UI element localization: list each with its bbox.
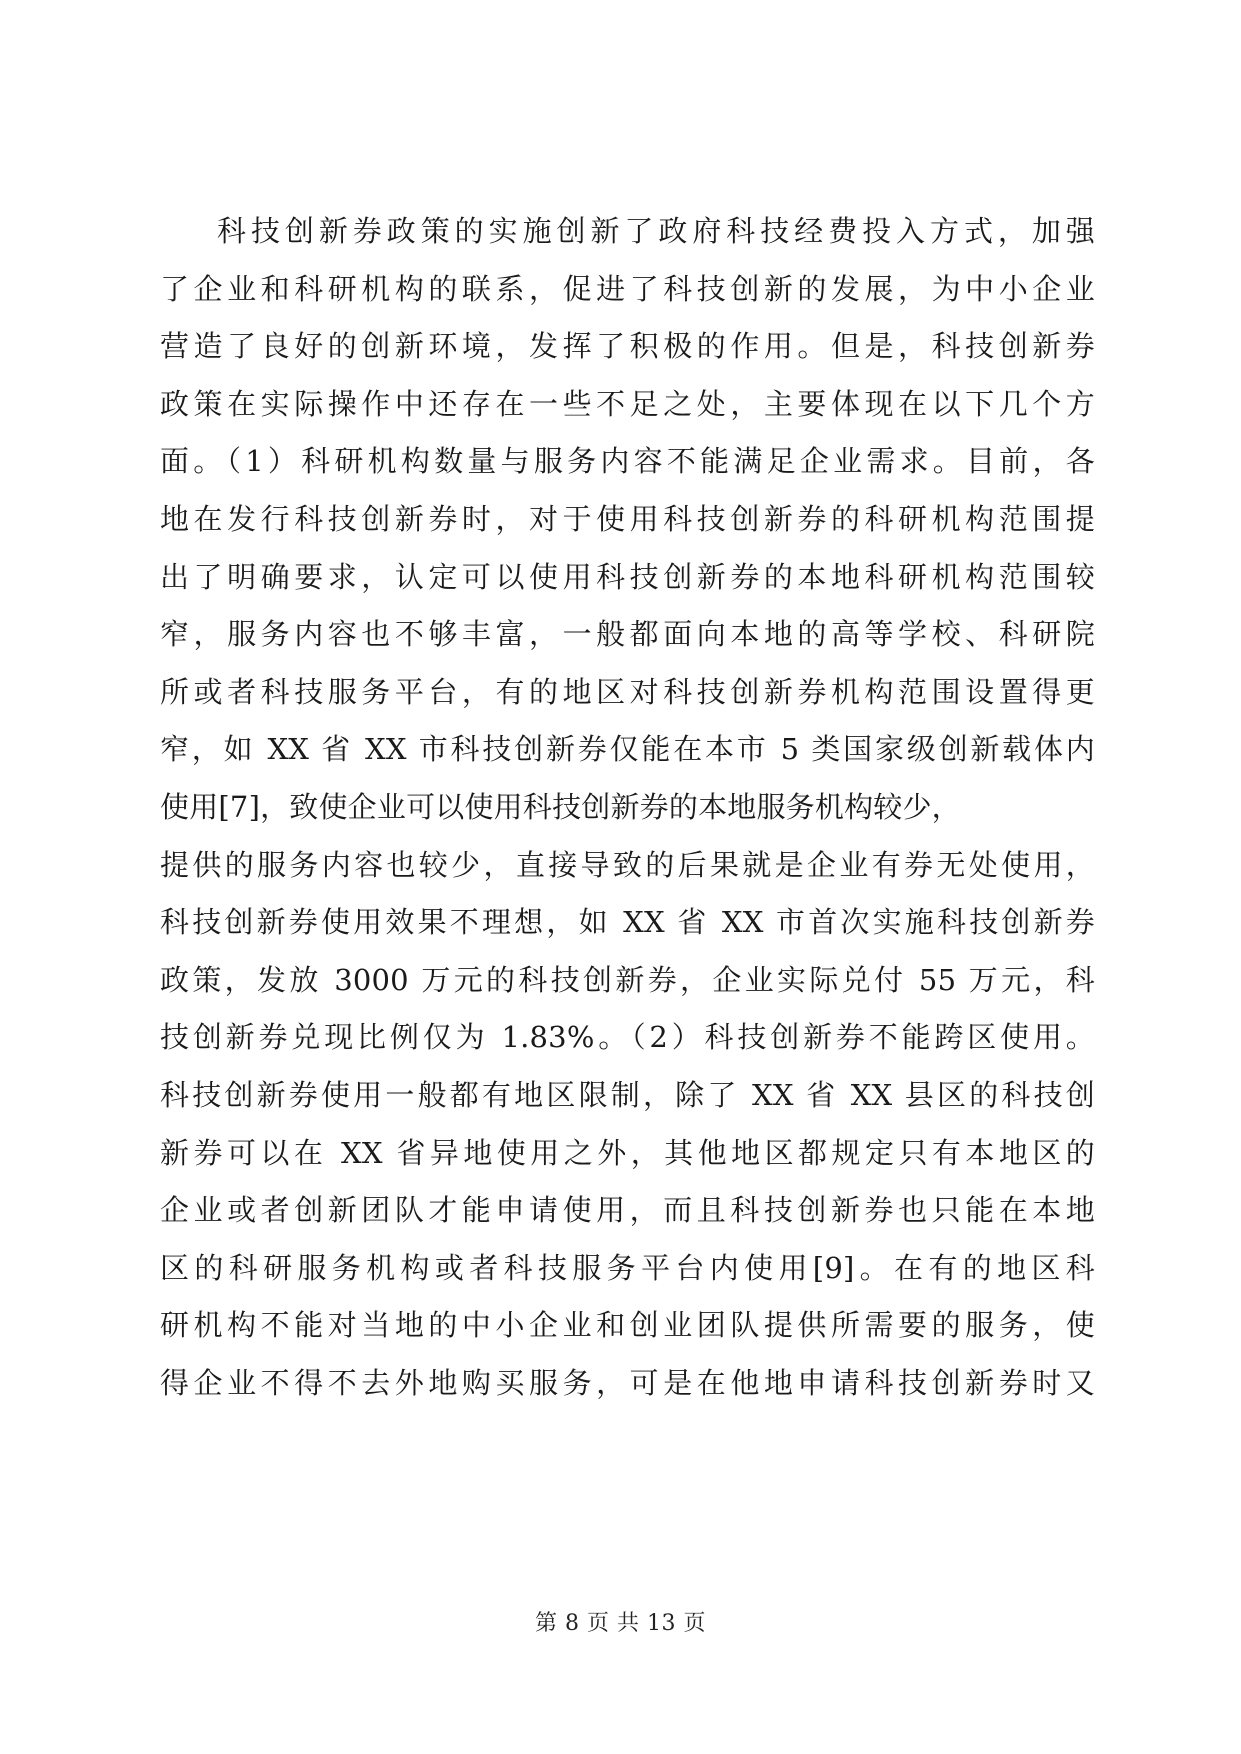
paragraph-line: 政策，发放 3000 万元的科技创新券，企业实际兑付 55 万元，科	[160, 962, 1095, 997]
paragraph-line: 政策在实际操作中还存在一些不足之处，主要体现在以下几个方	[160, 386, 1095, 421]
page-number-footer: 第 8 页 共 13 页	[535, 1611, 706, 1636]
paragraph-line: 区的科研服务机构或者科技服务平台内使用[9]。在有的地区科	[160, 1250, 1095, 1285]
paragraph-line: 窄，如 XX 省 XX 市科技创新券仅能在本市 5 类国家级创新载体内	[160, 732, 1095, 767]
paragraph-line: 所或者科技服务平台，有的地区对科技创新券机构范围设置得更	[160, 674, 1095, 709]
paragraph-line: 营造了良好的创新环境，发挥了积极的作用。但是，科技创新券	[160, 329, 1095, 364]
paragraph-line: 了企业和科研机构的联系，促进了科技创新的发展，为中小企业	[160, 271, 1095, 306]
paragraph-line: 窄，服务内容也不够丰富，一般都面向本地的高等学校、科研院	[160, 617, 1095, 652]
paragraph-line: 使用[7]，致使企业可以使用科技创新券的本地服务机构较少，	[160, 789, 961, 824]
paragraph-line: 研机构不能对当地的中小企业和创业团队提供所需要的服务，使	[160, 1308, 1095, 1343]
paragraph-line: 地在发行科技创新券时，对于使用科技创新券的科研机构范围提	[160, 501, 1095, 536]
paragraph-line: 新券可以在 XX 省异地使用之外，其他地区都规定只有本地区的	[160, 1135, 1095, 1170]
paragraph-line: 科技创新券政策的实施创新了政府科技经费投入方式，加强	[217, 214, 1095, 248]
paragraph-line: 得企业不得不去外地购买服务，可是在他地申请科技创新券时又	[160, 1365, 1095, 1400]
paragraph-line: 出了明确要求，认定可以使用科技创新券的本地科研机构范围较	[160, 559, 1095, 594]
body-paragraph	[160, 203, 1095, 1412]
paragraph-line: 科技创新券使用效果不理想，如 XX 省 XX 市首次实施科技创新券	[160, 905, 1095, 940]
paragraph-line: 科技创新券使用一般都有地区限制，除了 XX 省 XX 县区的科技创	[160, 1077, 1095, 1112]
paragraph-line: 面。（1）科研机构数量与服务内容不能满足企业需求。目前，各	[160, 444, 1095, 479]
paragraph-line: 技创新券兑现比例仅为 1.83%。（2）科技创新券不能跨区使用。	[160, 1020, 1095, 1055]
paragraph-line: 提供的服务内容也较少，直接导致的后果就是企业有券无处使用，	[160, 847, 1095, 882]
paragraph-line: 企业或者创新团队才能申请使用，而且科技创新券也只能在本地	[160, 1193, 1095, 1228]
